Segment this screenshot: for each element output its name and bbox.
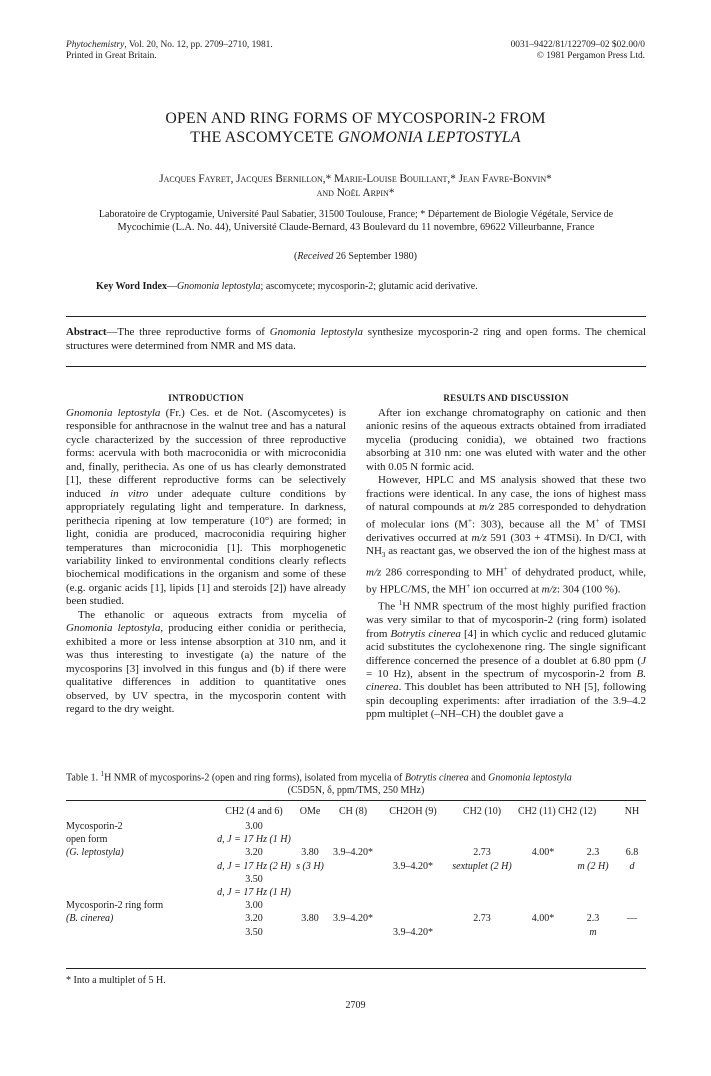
authors-line-2: and Noël Arpin* [316, 187, 395, 199]
table-row [66, 833, 646, 846]
table-cell [568, 886, 618, 899]
table-row [66, 912, 646, 925]
r2-c: : 303), because all the M [471, 518, 596, 531]
r3-c: [4] in which cyclic and reduced glutamic acid substitutes the cyclohexenone ring. The single significant difference concerned the presence of a doublet at 6.80 ppm ( [366, 627, 646, 667]
table-cell [568, 833, 618, 846]
table-cell: 3.20 [245, 913, 263, 925]
table-cell [518, 820, 568, 833]
table-cell: 3.20 [245, 847, 263, 859]
intro-paragraph-1 [66, 407, 346, 609]
table-cell: 2.73 [473, 913, 491, 925]
title-line-2-text: THE ASCOMYCETE [190, 129, 339, 146]
journal-citation: , Vol. 20, No. 12, pp. 2709–2710, 1981. [124, 40, 273, 50]
table-cell [618, 873, 646, 886]
table-cell [326, 926, 380, 939]
abstract [66, 326, 646, 353]
r3-b: H NMR spectrum of the most highly purified fraction was very similar to that of mycosporin-2 (ring form) isolated from [366, 600, 646, 640]
table-cell [66, 860, 214, 873]
r2-sup3: + [503, 564, 508, 573]
table-cell: 3.00 [245, 900, 263, 912]
table-cell [326, 886, 380, 899]
table-cell [518, 899, 568, 912]
intro-p2-text-b: , producing either conidia or perithecia, exhibited a more or less intense absorption at 310 nm, and it was thus interesting to investigate (a) the nature of the mycosporins [3] involved in this fungus and (b) if there were qualitative differences in addition to quantitative ones observed, by UV spectra, in the mycosporin content with regard to the dry weight. [66, 622, 346, 715]
r3-botrytis: Botrytis cinerea [390, 627, 461, 640]
r3-a: The [378, 600, 399, 613]
table-row [66, 860, 646, 873]
r3-d: = 10 Hz), absent in the spectrum of mycosporin-2 from [366, 667, 637, 680]
table-cell [326, 820, 380, 833]
title-line-1: OPEN AND RING FORMS OF MYCOSPORIN-2 FROM [165, 110, 546, 127]
results-paragraph-3 [366, 597, 646, 722]
r3-e: . This doublet has been attributed to NH [5], following spin decoupling experiments: after irradiation of the 3.9–4.2 ppm multiplet (–NH–CH) the doublet gave a [366, 681, 646, 721]
table-cell [326, 833, 380, 846]
table-row [66, 886, 646, 899]
intro-p2-species: Gnomonia leptostyla [66, 622, 161, 635]
received-open: ( [293, 251, 298, 262]
affiliation-line-1: Laboratoire de Cryptogamie, Université Paul Sabatier, 31500 Toulouse, France; * Département de Biologie Végétale, Service de [98, 209, 614, 220]
received-word: Received [297, 251, 334, 262]
table-cell [326, 860, 380, 873]
table-cell [294, 820, 326, 833]
table-caption [66, 768, 646, 798]
article-title [0, 109, 711, 147]
table-cell: sextuplet (2 H) [452, 860, 512, 872]
keywords-rest: ; ascomycete; mycosporin-2; glutamic acid derivative. [260, 281, 478, 292]
table-cell: (B. cinerea) [66, 913, 114, 925]
table-column-header: CH (8) [338, 806, 368, 817]
table-cell: 4.00* [531, 913, 555, 925]
keywords-label: Key Word Index [96, 281, 167, 292]
running-header-right [511, 40, 645, 62]
table-cell: 3.9–4.20* [333, 847, 373, 859]
table-cell: 3.80 [301, 913, 319, 925]
table-cell: 3.9–4.20* [333, 913, 373, 925]
r2-sup2: + [595, 516, 600, 525]
caption-gnomonia: Gnomonia leptostyla [488, 772, 572, 784]
table-cell [568, 873, 618, 886]
author-list [0, 172, 711, 200]
abstract-rule-top [66, 316, 646, 317]
table-cell [568, 899, 618, 912]
table-caption-line-1 [66, 768, 646, 785]
journal-name: Phytochemistry [66, 40, 125, 50]
table-cell [518, 926, 568, 939]
table-cell: s (3 H) [296, 860, 324, 872]
table-cell [618, 833, 646, 846]
table-cell: d, J = 17 Hz (1 H) [217, 887, 291, 899]
table-cell [446, 833, 518, 846]
table-cell: 2.3 [586, 913, 600, 925]
results-body [366, 407, 646, 722]
results-paragraph-1: After ion exchange chromatography on cationic and then anionic resins of the aqueous extracts obtained from irradiated mycelia (producing conidia), we obtained two fractions absorbing at 310 nm: one was eluted with water and the other with 0.05 N formic acid. [366, 407, 646, 473]
r3-sup1: 1 [398, 599, 403, 608]
table-cell [446, 926, 518, 939]
r2-h: of dehydrated product, while, by HPLC/MS, the MH [366, 566, 646, 596]
table-cell: 6.8 [625, 847, 639, 859]
table-cell [568, 820, 618, 833]
table-cell [66, 886, 214, 899]
table-rule-bottom [66, 968, 646, 969]
table-cell [518, 886, 568, 899]
table-cell [446, 899, 518, 912]
abstract-text-2: synthesize mycosporin-2 ring and open forms. The chemical structures were determined from NMR and MS data. [66, 326, 646, 352]
keywords-dash: — [166, 281, 177, 292]
table-footnote: * Into a multiplet of 5 H. [66, 975, 166, 986]
table-row [66, 820, 646, 833]
introduction-body [66, 407, 346, 716]
table-column-header: CH2 (11) CH2 (12) [518, 806, 597, 817]
table-cell: 2.73 [473, 847, 491, 859]
r2-sub1: 3 [381, 551, 386, 560]
table-cell: 3.00 [245, 821, 263, 832]
table-cell [618, 886, 646, 899]
table-cell [446, 873, 518, 886]
caption-a: Table 1. [66, 772, 101, 784]
nmr-table [66, 804, 646, 939]
table-1 [66, 804, 646, 939]
table-cell [294, 833, 326, 846]
key-word-index [96, 281, 478, 293]
r2-j: : 304 (100 %). [556, 583, 621, 596]
r3-bcinerea: B. cinerea [366, 667, 646, 694]
title-line-2 [0, 128, 711, 147]
table-column-header: NH [624, 806, 640, 817]
table-column-header: CH2OH (9) [389, 806, 437, 817]
printed-in: Printed in Great Britain. [66, 51, 157, 61]
table-column-header: CH2 (4 and 6) [225, 806, 283, 817]
keywords-genus: Gnomonia leptostyla [176, 281, 261, 292]
title-species: GNOMONIA LEPTOSTYLA [338, 129, 521, 146]
r2-mz3: m/z [366, 566, 382, 579]
table-cell: d [629, 860, 635, 872]
intro-p1-text-b: under adequate culture conditions by appropriately regulating light and temperature. In darkness, perithecia ripening at low temperature (10°) are formed; in light, conidia are produced, macroconidia requiring higher temperatures than microconidia [1]. This morphogenetic variability linked to environmental conditions clearly reflects biochemical modifications in the organism and some of these (e.g. organic acids [1], lipids [1] and steroids [2]) have already been studied. [66, 487, 346, 608]
table-cell: m (2 H) [577, 860, 609, 872]
r2-mz2: m/z [471, 531, 487, 544]
table-column-header [66, 804, 214, 820]
table-cell [380, 846, 446, 859]
table-cell [294, 873, 326, 886]
table-cell: 4.00* [531, 847, 555, 859]
authors-line-1: Jacques Fayret, Jacques Bernillon,* Marie-Louise Bouillant,* Jean Favre-Bonvin* [159, 173, 552, 185]
intro-in-vitro: in vitro [110, 487, 149, 500]
table-cell [380, 899, 446, 912]
r2-f: as reactant gas, we observed the ion of the highest mass at [385, 545, 646, 558]
table-cell [446, 820, 518, 833]
table-rule-top [66, 800, 646, 801]
intro-species: Gnomonia leptostyla [66, 407, 161, 419]
table-row [66, 873, 646, 886]
affiliation-line-2: Mycochimie (L.A. No. 44), Université Claude-Bernard, 43 Boulevard du 11 novembre, 69622 Villeurbanne, France [117, 222, 595, 233]
table-cell [618, 926, 646, 939]
table-cell: d, J = 17 Hz (2 H) [217, 860, 291, 872]
table-cell: 3.50 [245, 873, 263, 885]
r2-d: of TMSI derivatives occurred at [366, 518, 646, 544]
article-code: 0031–9422/81/122709–02 $02.00/0 [510, 40, 645, 50]
table-cell: — [627, 913, 637, 925]
affiliation [66, 208, 646, 234]
table-column-header: OMe [299, 806, 321, 817]
introduction-heading: INTRODUCTION [168, 393, 244, 403]
table-cell: 3.80 [301, 847, 319, 859]
intro-p2-text-a: The ethanolic or aqueous extracts from mycelia of [78, 608, 346, 621]
table-caption-line-2: (C5D5N, δ, ppm/TMS, 250 MHz) [287, 784, 425, 796]
r2-b: 285 corresponded to dehydration of molecular ions (M [366, 501, 646, 531]
table-cell: d, J = 17 Hz (1 H) [217, 834, 291, 846]
table-cell [618, 820, 646, 833]
table-cell [518, 860, 568, 873]
intro-p1-text-a: (Fr.) Ces. et de Not. (Ascomycetes) is responsible for anthracnose in the walnut tree and has a natural cycle characterized by the succession of three reproductive forms: acervula with both macroconidia or with microconidia and, finally, perithecia. As one of us has clearly demonstrated [1], these different reproductive forms can be selectively induced [66, 407, 346, 500]
abstract-rule-bottom [66, 366, 646, 367]
table-cell [294, 926, 326, 939]
table-cell [66, 873, 214, 886]
table-cell: open form [66, 834, 108, 846]
table-header-row [66, 804, 646, 820]
r3-j: J [641, 654, 646, 667]
table-cell: 3.50 [245, 926, 263, 938]
table-cell [380, 912, 446, 925]
table-cell [326, 873, 380, 886]
caption-b: H NMR of mycosporins-2 (open and ring forms), isolated from mycelia of [104, 772, 405, 784]
r2-e: 591 (303 + 4TMSi). In D/CI, with NH [366, 531, 646, 558]
copyright-line: © 1981 Pergamon Press Ltd. [536, 51, 645, 61]
abstract-text-1: —The three reproductive forms of [106, 326, 270, 338]
table-cell: 2.3 [586, 847, 600, 859]
table-cell [66, 926, 214, 939]
table-row [66, 846, 646, 859]
table-cell: (G. leptostyla) [66, 847, 124, 859]
table-cell: Mycosporin-2 ring form [66, 900, 164, 912]
table-cell [380, 873, 446, 886]
intro-paragraph-2 [66, 609, 346, 717]
table-row [66, 926, 646, 939]
table-cell [518, 873, 568, 886]
table-cell [518, 833, 568, 846]
caption-botrytis: Botrytis cinerea [404, 772, 469, 784]
table-cell [380, 820, 446, 833]
table-cell [380, 886, 446, 899]
r2-sup4: + [466, 581, 471, 590]
table-cell [294, 899, 326, 912]
table-cell [618, 899, 646, 912]
table-row [66, 899, 646, 912]
abstract-label: Abstract [66, 326, 107, 338]
table-cell: 3.9–4.20* [393, 860, 433, 872]
r2-sup1: + [468, 516, 472, 525]
page-number: 2709 [345, 1000, 366, 1011]
caption-c: and [468, 772, 489, 784]
results-heading: RESULTS AND DISCUSSION [443, 393, 569, 403]
table-column-header: CH2 (10) [462, 806, 502, 817]
abstract-species: Gnomonia leptostyla [269, 326, 363, 338]
received-date [0, 251, 711, 263]
r2-mz1: m/z [479, 501, 495, 514]
received-date-text: 26 September 1980) [333, 251, 418, 262]
r2-a: However, HPLC and MS analysis showed that these two fractions were identical. In any case, the ions of highest mass of natural compounds at [366, 474, 646, 514]
results-paragraph-2 [366, 474, 646, 597]
running-header-left [66, 40, 273, 62]
r2-i: ion occurred at [470, 583, 542, 596]
table-cell: 3.9–4.20* [393, 926, 433, 938]
r2-g: 286 corresponding to MH [381, 566, 504, 579]
table-cell [380, 833, 446, 846]
caption-sup: 1 [100, 770, 105, 778]
table-cell: m [589, 926, 597, 938]
table-cell [294, 886, 326, 899]
table-cell [446, 886, 518, 899]
r2-mz4: m/z [541, 583, 557, 596]
table-cell [326, 899, 380, 912]
table-cell: Mycosporin-2 [66, 821, 123, 832]
